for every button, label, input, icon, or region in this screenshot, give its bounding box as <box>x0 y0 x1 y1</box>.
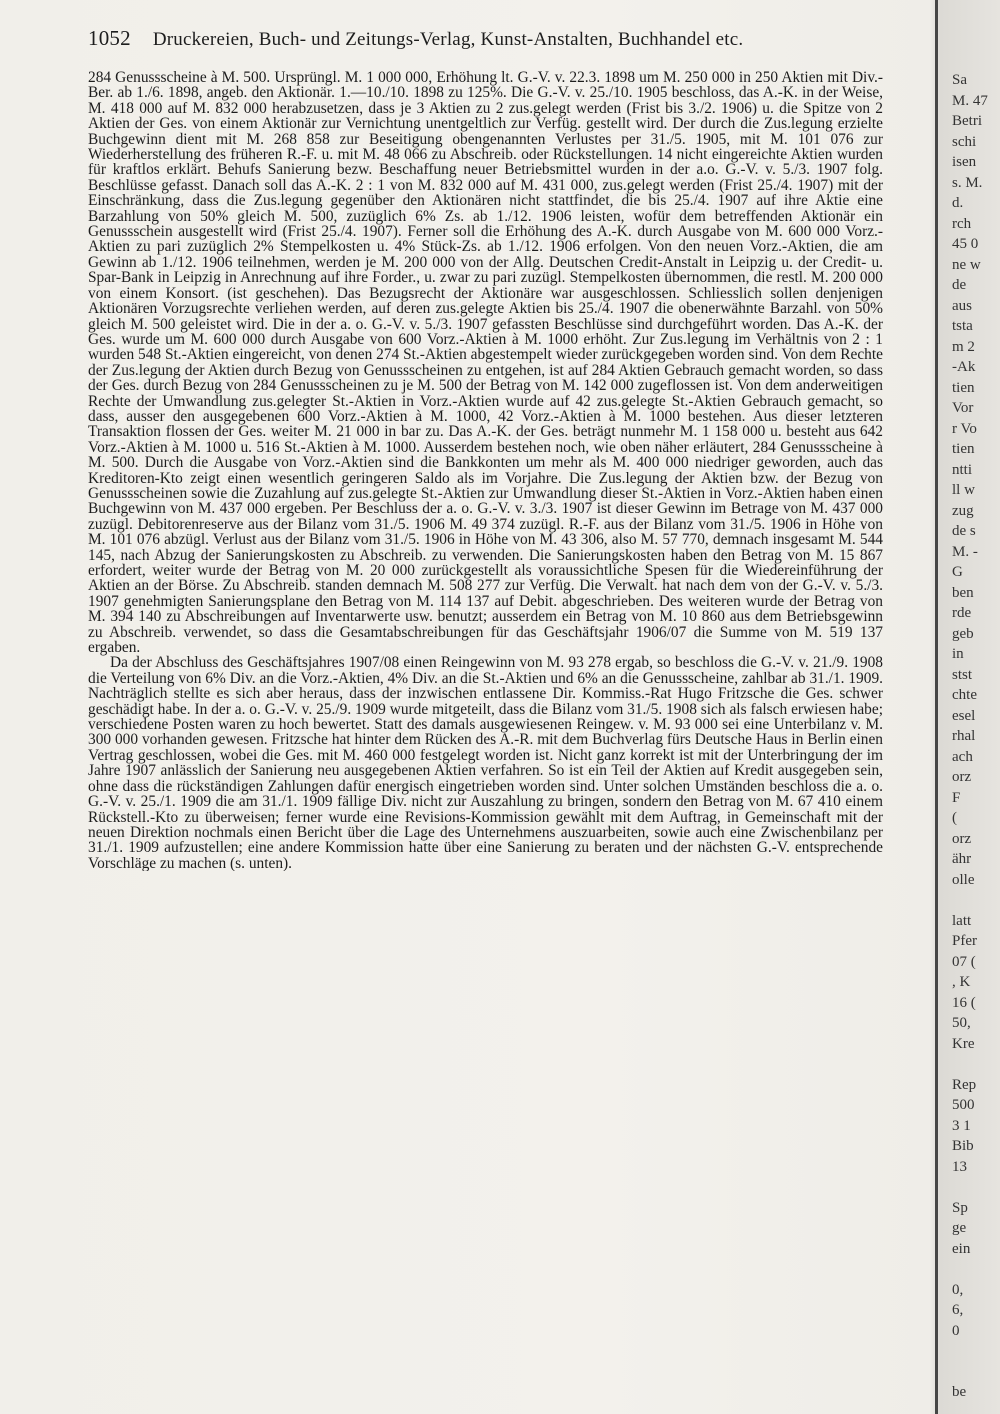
adjacent-fragment: F <box>952 789 961 806</box>
adjacent-fragment: G <box>952 564 963 580</box>
adjacent-fragment: M. - <box>952 543 978 560</box>
book-gutter-divider <box>935 0 938 1414</box>
adjacent-fragment: Kre <box>952 1035 975 1052</box>
adjacent-fragment: m 2 <box>952 338 975 355</box>
adjacent-fragment: ge <box>952 1220 967 1236</box>
adjacent-fragment: latt <box>952 912 972 929</box>
adjacent-fragment: 0, <box>952 1281 964 1298</box>
adjacent-fragment: de s <box>952 523 976 539</box>
adjacent-fragment: olle <box>952 871 975 888</box>
page-header <box>88 26 948 51</box>
main-text-column <box>88 70 883 871</box>
adjacent-page-column <box>952 70 1000 1403</box>
adjacent-fragment <box>952 1177 1000 1198</box>
adjacent-fragment: Bib <box>952 1138 974 1154</box>
adjacent-fragment: aus <box>952 297 972 314</box>
adjacent-fragment: esel <box>952 707 976 724</box>
page-number: 1052 <box>88 26 131 50</box>
adjacent-fragment: Rep <box>952 1076 977 1093</box>
adjacent-fragment: -Ak <box>952 359 976 375</box>
adjacent-fragment: 16 ( <box>952 994 976 1011</box>
adjacent-fragment: Vor <box>952 400 974 416</box>
adjacent-fragment: 0 <box>952 1322 960 1339</box>
adjacent-fragment: ähr <box>952 851 972 867</box>
adjacent-fragment: Sa <box>952 72 967 88</box>
adjacent-fragment: d. <box>952 195 964 211</box>
adjacent-fragment: de <box>952 277 967 293</box>
adjacent-fragment: 500 <box>952 1097 975 1113</box>
paragraph-1: 284 Genussscheine à M. 500. Ursprüngl. M. 1 000 000, Erhöhung lt. G.-V. v. 22.3. 1898 um M. 250 000 in 250 Aktien mit Div.-Ber. ab 1./6. 1898, angeb. den Aktionär. 1.—10./10. 1898 zu 125%. Die G.-V. v. 25./10. 1905 beschloss, das A.-K. in der Weise, M. 418 000 auf M. 832 000 herabzusetzen, dass je 3 Aktien zu 2 zus.gelegt werden (Frist bis 3./2. 1906) u. die Spitze von 2 Aktien der Ges. von einem Aktionär zur Vernichtung unentgeltlich zur Verfüg. gestellt wird. Der durch die Zus.legung erzielte Buchgewinn dient mit M. 268 858 zur Beseitigung obengenannten Verlustes per 31./5. 1905, mit M. 101 076 zur Wiederherstellung des früheren R.-F. u. mit M. 48 066 zu Abschreib. oder Rückstellungen. 14 nicht eingereichte Aktien wurden für kraftlos erklärt. Behufs Sanierung bezw. Beschaffung neuer Betriebsmittel wurden in der a.o. G.-V. v. 5./3. 1907 folg. Beschlüsse gefasst. Danach soll das A.-K. 2 : 1 von M. 832 000 auf M. 431 000, zus.gelegt werden (Frist 25./4. 1907) mit der Einschränkung, dass die Zus.legung gegenüber den Aktionären nicht stattfindet, die bis 25./4. 1907 auf ihre Aktie eine Barzahlung von 50% gleich M. 500, zuzüglich 6% Zs. ab 1./12. 1906 leisten, wofür dem betreffenden Aktionär ein Genussschein ausgestellt wird (Frist 25./4. 1907). Ferner soll die Erhöhung des A.-K. durch Ausgabe von M. 600 000 Vorz.-Aktien zu pari zuzüglich 2% Stempelkosten u. 4% Stück-Zs. ab 1./12. 1906 erfolgen. Von den neuen Vorz.-Aktien, die am Gewinn ab 1./12. 1906 teilnehmen, werden je M. 200 000 von der Allg. Deutschen Credit-Anstalt in Leipzig u. der Credit- u. Spar-Bank in Leipzig in Anrechnung auf ihre Forder., u. zwar zu pari zuzügl. Stempelkosten übernommen, die restl. M. 200 000 von einem Konsort. (ist geschehen). Das Bezugsrecht der Aktionäre war ausgeschlossen. Schliesslich sollen denjenigen Aktionären Vorzugsrechte verliehen werden, auf deren zus.gelegte Aktien bis 25./4. 1907 die obenerwähnte Barzahl. von 50% gleich M. 500 geleistet wird. Die in der a. o. G.-V. v. 5./3. 1907 gefassten Beschlüsse sind durchgeführt worden. Das A.-K. der Ges. wurde um M. 600 000 durch Ausgabe von 600 Vorz.-Aktien à M. 1000 erhöht. Zur Zus.legung im Verhältnis von 2 : 1 wurden 548 St.-Aktien eingereicht, von denen 274 St.-Aktien abgestempelt wieder zurückgegeben worden sind. Von dem Rechte der Zus.legung der Aktien durch Bezug von Genussscheinen zu entgehen, ist auf 284 Aktien Gebrauch gemacht worden, so dass der Ges. durch Bezug von 284 Genussscheinen zu je M. 500 der Betrag von M. 142 000 zugeflossen ist. Von dem anderweitigen Rechte der Umwandlung zus.gelegter St.-Aktien in Vorz.-Aktien wurde auf 42 zus.gelegte St.-Aktien Gebrauch gemacht, so dass, ausser den ausgegebenen 600 Vorz.-Aktien à M. 1000, 42 Vorz.-Aktien à M. 1000 bestehen. Aus dieser letzteren Transaktion flossen der Ges. weiter M. 21 000 in bar zu. Das A.-K. der Ges. beträgt nunmehr M. 1 158 000 u. besteht aus 642 Vorz.-Aktien à M. 1000 u. 516 St.-Aktien à M. 1000. Ausserdem bestehen noch, wie oben näher erläutert, 284 Genussscheine à M. 500. Durch die Ausgabe von Vorz.-Aktien sind die Bankkonten um mehr als M. 400 000 niedriger geworden, auch das Kreditoren-Kto zeigt einen wesentlich geringeren Saldo als im Vorjahre. Die Zus.legung der Aktien bzw. der Bezug von Genussscheinen sowie die Zuzahlung auf zus.gelegte St.-Aktien zur Umwandlung dieser St.-Aktien in Vorz.-Aktien haben einen Buchgewinn von M. 437 000 ergeben. Per Beschluss der a. o. G.-V. v. 3./3. 1907 ist dieser Gewinn im Betrage von M. 437 000 zuzügl. Debitorenreserve aus der Bilanz vom 31./5. 1906 M. 49 374 zuzügl. R.-F. aus der Bilanz vom 31./5. 1906 in Höhe von M. 101 076 abzügl. Verlust aus der Bilanz vom 31./5. 1906 in Höhe von M. 43 306, also M. 57 770, demnach insgesamt M. 544 145, nach Abzug der Sanierungskosten zu Abschreib. zu verwenden. Die Sanierungskosten haben den Betrag von M. 15 867 erfordert, weiter wurde der Betrag von M. 20 000 zurückgestellt als voraussichtliche Spesen für die Wiedereinführung der Aktien an der Börse. Zu Abschreib. standen demnach M. 508 277 zur Verfüg. Die Verwalt. hat nach dem von der G.-V. v. 5./3. 1907 genehmigten Sanierungsplane den Betrag von M. 114 137 auf Debit. abgeschrieben. Des weiteren wurde der Betrag von M. 394 140 zu Abschreibungen auf Inventarwerte usw. benutzt; ausserdem ein Betrag von M. 10 860 aus dem Betriebsgewinn zu Abschreib. verwendet, so dass die Gesamtabschreibungen für das Geschäftsjahr 1906/07 die Summe von M. 519 137 ergaben. <box>88 70 883 657</box>
adjacent-fragment: Betri <box>952 113 982 129</box>
adjacent-fragment <box>952 1054 1000 1075</box>
paragraph-2: Da der Abschluss des Geschäftsjahres 1907/08 einen Reingewinn von M. 93 278 ergab, so beschloss die G.-V. v. 21./9. 1908 die Verteilung von 6% Div. an die Vorz.-Aktien, 4% Div. an die St.-Aktien und 6% an die Genussscheine, zahlbar ab 31./1. 1909. Nachträglich stellte es sich aber heraus, dass der inzwischen entlassene Dir. Kommiss.-Rat Hugo Fritzsche die Ges. schwer geschädigt habe. In der a. o. G.-V. v. 25./9. 1909 wurde mitgeteilt, dass die Bilanz vom 31./5. 1908 sich als falsch erwiesen habe; verschiedene Posten waren zu hoch bewertet. Statt des damals ausgewiesenen Reingew. v. M. 93 000 sei eine Unterbilanz v. M. 300 000 vorhanden gewesen. Fritzsche hat hinter dem Rücken des A.-R. mit dem Buchverlag fürs Deutsche Haus in Berlin einen Vertrag geschlossen, wobei die Ges. mit M. 460 000 festgelegt worden ist. Nicht ganz korrekt ist mit der Unterbringung der im Jahre 1907 anlässlich der Sanierung neu ausgegebenen Aktien verfahren. So ist ein Teil der Aktien auf Kredit ausgegeben sein, ohne dass die rückständigen Zahlungen dafür energisch eingetrieben worden sind. Unter solchen Umständen beschloss die a. o. G.-V. v. 25./1. 1909 die am 31./1. 1909 fällige Div. nicht zur Auszahlung zu bringen, sondern den Betrag von M. 67 410 einem Rückstell.-Kto zu überweisen; ferner wurde eine Revisions-Kommission gewählt mit dem Auftrag, in Gemeinschaft mit der neuen Direktion nochmals einen Bericht über die Lage des Unternehmens auszuarbeiten, sowie auch eine Zwischenbilanz per 31./1. 1909 aufzustellen; eine andere Kommission hatte über eine Sanierung zu beraten und der nächsten G.-V. entsprechende Vorschläge zu machen (s. unten). <box>88 654 883 872</box>
adjacent-fragment: 07 ( <box>952 953 976 970</box>
adjacent-fragment <box>952 1259 1000 1280</box>
adjacent-fragment: ( <box>952 810 957 826</box>
adjacent-fragment: ach <box>952 748 973 765</box>
adjacent-fragment: 45 0 <box>952 236 979 252</box>
adjacent-fragment: orz <box>952 830 972 847</box>
adjacent-fragment: r Vo <box>952 420 977 437</box>
adjacent-fragment: tsta <box>952 318 973 334</box>
adjacent-fragment: schi <box>952 133 977 150</box>
adjacent-fragment: orz <box>952 769 972 785</box>
adjacent-fragment <box>952 1341 1000 1362</box>
running-title: Druckereien, Buch- und Zeitungs-Verlag, Kunst-Anstalten, Buchhandel etc. <box>152 29 744 50</box>
adjacent-fragment: rhal <box>952 728 976 744</box>
adjacent-fragment: ein <box>952 1240 971 1257</box>
adjacent-fragment: M. 47 <box>952 92 988 109</box>
adjacent-fragment: Pfer <box>952 933 977 949</box>
adjacent-fragment: tien <box>952 379 975 396</box>
adjacent-fragment: chte <box>952 687 977 703</box>
adjacent-fragment: , K <box>952 974 971 990</box>
adjacent-fragment <box>952 1362 1000 1383</box>
adjacent-fragment: be <box>952 1384 967 1400</box>
adjacent-fragment: zug <box>952 502 974 519</box>
adjacent-fragment: ne w <box>952 256 981 273</box>
adjacent-fragment: rch <box>952 215 972 232</box>
adjacent-fragment: rde <box>952 605 972 621</box>
adjacent-fragment: ben <box>952 584 974 601</box>
adjacent-fragment: Sp <box>952 1199 968 1216</box>
adjacent-fragment: ll w <box>952 482 975 498</box>
adjacent-fragment: stst <box>952 666 973 683</box>
adjacent-fragment: 13 <box>952 1158 967 1175</box>
adjacent-fragment: s. M. <box>952 174 983 191</box>
adjacent-fragment: in <box>952 646 964 662</box>
adjacent-fragment <box>952 890 1000 911</box>
adjacent-fragment: 3 1 <box>952 1117 971 1134</box>
adjacent-fragment: 6, <box>952 1302 964 1318</box>
adjacent-fragment: isen <box>952 154 977 170</box>
adjacent-fragment: 50, <box>952 1015 971 1031</box>
adjacent-fragment: ntti <box>952 461 973 478</box>
adjacent-fragment: tien <box>952 441 975 457</box>
adjacent-fragment: geb <box>952 625 974 642</box>
